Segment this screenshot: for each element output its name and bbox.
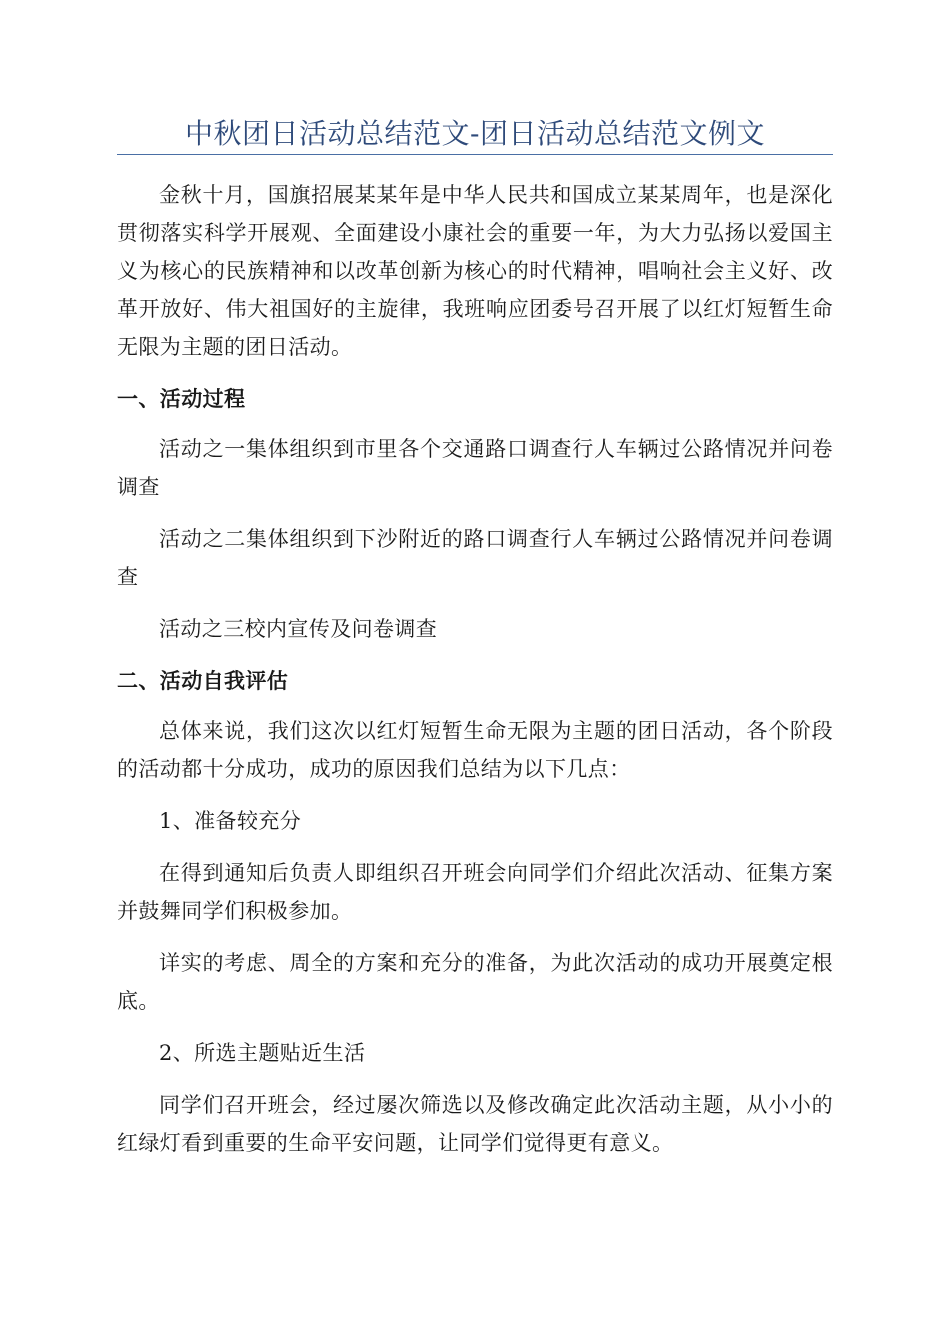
list-item-1: 1、准备较充分	[159, 809, 302, 833]
title-underline	[117, 154, 833, 155]
paragraph-foundation: 详实的考虑、周全的方案和充分的准备，为此次活动的成功开展奠定根底。	[117, 951, 833, 1013]
document-title: 中秋团日活动总结范文-团日活动总结范文例文	[185, 117, 765, 150]
paragraph-preparation: 在得到通知后负责人即组织召开班会向同学们介绍此次活动、征集方案并鼓舞同学们积极参加。	[117, 861, 833, 923]
paragraph-activity-1: 活动之一集体组织到市里各个交通路口调查行人车辆过公路情况并问卷调查	[117, 437, 833, 499]
document-body	[117, 176, 833, 1176]
paragraph-overall: 总体来说，我们这次以红灯短暂生命无限为主题的团日活动，各个阶段的活动都十分成功，成功的原因我们总结为以下几点：	[117, 719, 833, 781]
paragraph-activity-2: 活动之二集体组织到下沙附近的路口调查行人车辆过公路情况并问卷调查	[117, 527, 833, 589]
paragraph-activity-3: 活动之三校内宣传及问卷调查	[159, 617, 438, 641]
paragraph-theme: 同学们召开班会，经过屡次筛选以及修改确定此次活动主题，从小小的红绿灯看到重要的生命平安问题，让同学们觉得更有意义。	[117, 1093, 833, 1155]
paragraph-intro: 金秋十月，国旗招展某某年是中华人民共和国成立某某周年，也是深化贯彻落实科学开展观、全面建设小康社会的重要一年，为大力弘扬以爱国主义为核心的民族精神和以改革创新为核心的时代精神，唱响社会主义好、改革开放好、伟大祖国好的主旋律，我班响应团委号召开展了以红灯短暂生命无限为主题的团日活动。	[117, 183, 833, 359]
section-heading-evaluation: 二、活动自我评估	[117, 669, 289, 693]
list-item-2: 2、所选主题贴近生活	[159, 1041, 366, 1065]
section-heading-process: 一、活动过程	[117, 387, 246, 411]
